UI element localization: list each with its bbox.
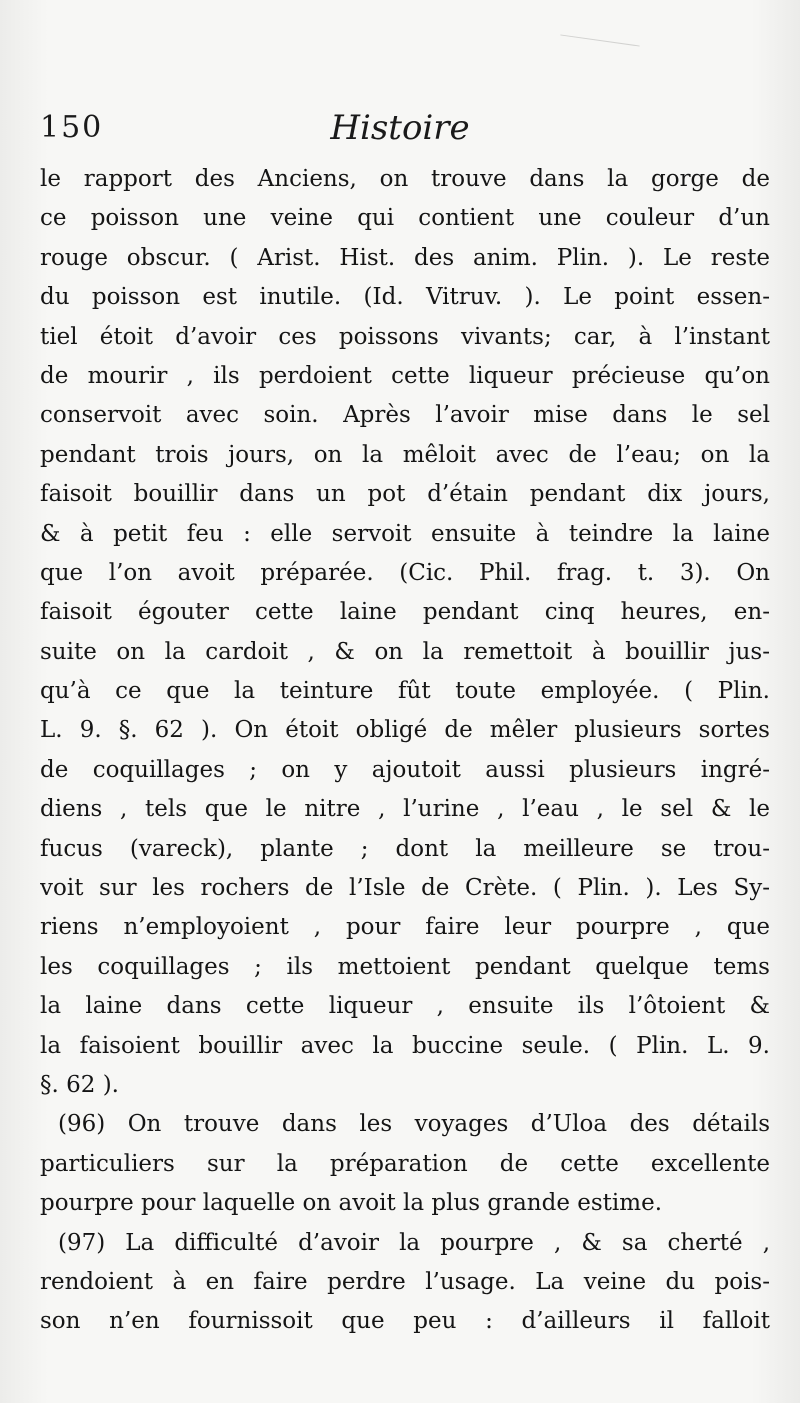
footnote-line: particuliers sur la préparation de cette excellente — [40, 1150, 770, 1177]
text-line: faisoit égouter cette laine pendant cinq heures, en- — [40, 599, 770, 626]
text-line: tiel étoit d’avoir ces poissons vivants; car, à l’instant — [40, 323, 770, 350]
text-line: suite on la cardoit , & on la remettoit à bouillir jus- — [40, 638, 770, 665]
text-line: riens n’employoient , pour faire leur pourpre , que — [40, 914, 770, 941]
text-line: la laine dans cette liqueur , ensuite ils l’ôtoient & — [40, 993, 770, 1020]
text-line: de coquillages ; on y ajoutoit aussi plusieurs ingré- — [40, 756, 770, 783]
footnote-line: son n’en fournissoit que peu : d’ailleurs il falloit — [40, 1308, 770, 1335]
footnote-line: (97) La difficulté d’avoir la pourpre , & sa cherté , — [58, 1229, 770, 1256]
text-line: fucus (vareck), plante ; dont la meilleure se trou- — [40, 835, 770, 862]
text-line: L. 9. §. 62 ). On étoit obligé de mêler plusieurs sortes — [40, 717, 770, 744]
text-line: rouge obscur. ( Arist. Hist. des anim. Plin. ). Le reste — [40, 244, 770, 271]
text-line: les coquillages ; ils mettoient pendant quelque tems — [40, 953, 770, 980]
page-edge-mark — [560, 34, 639, 46]
text-line: diens , tels que le nitre , l’urine , l’eau , le sel & le — [40, 796, 770, 823]
running-title: Histoire — [330, 108, 470, 148]
text-line: §. 62 ). — [40, 1071, 119, 1098]
text-line: qu’à ce que la teinture fût toute employée. ( Plin. — [40, 678, 770, 705]
text-line: que l’on avoit préparée. (Cic. Phil. frag. t. 3). On — [40, 559, 770, 586]
footnote-line: rendoient à en faire perdre l’usage. La veine du pois- — [40, 1268, 770, 1295]
text-line: faisoit bouillir dans un pot d’étain pendant dix jours, — [40, 481, 770, 508]
footnote-line: (96) On trouve dans les voyages d’Uloa des détails — [58, 1111, 770, 1138]
footnote-line: pourpre pour laquelle on avoit la plus grande estime. — [40, 1190, 663, 1217]
text-line: voit sur les rochers de l’Isle de Crète. ( Plin. ). Les Sy- — [40, 875, 770, 902]
text-line: ce poisson une veine qui contient une couleur d’un — [40, 205, 770, 232]
page-number: 150 — [40, 110, 104, 145]
text-line: du poisson est inutile. (Id. Vitruv. ). Le point essen- — [40, 284, 770, 311]
text-line: conservoit avec soin. Après l’avoir mise dans le sel — [40, 402, 770, 429]
text-line: la faisoient bouillir avec la buccine seule. ( Plin. L. 9. — [40, 1032, 770, 1059]
text-line: le rapport des Anciens, on trouve dans la gorge de — [40, 166, 770, 192]
running-head — [40, 108, 760, 158]
text-line: de mourir , ils perdoient cette liqueur précieuse qu’on — [40, 362, 770, 389]
text-body — [40, 160, 770, 1342]
text-line: pendant trois jours, on la mêloit avec de l’eau; on la — [40, 441, 770, 468]
text-line: & à petit feu : elle servoit ensuite à teindre la laine — [40, 520, 770, 547]
